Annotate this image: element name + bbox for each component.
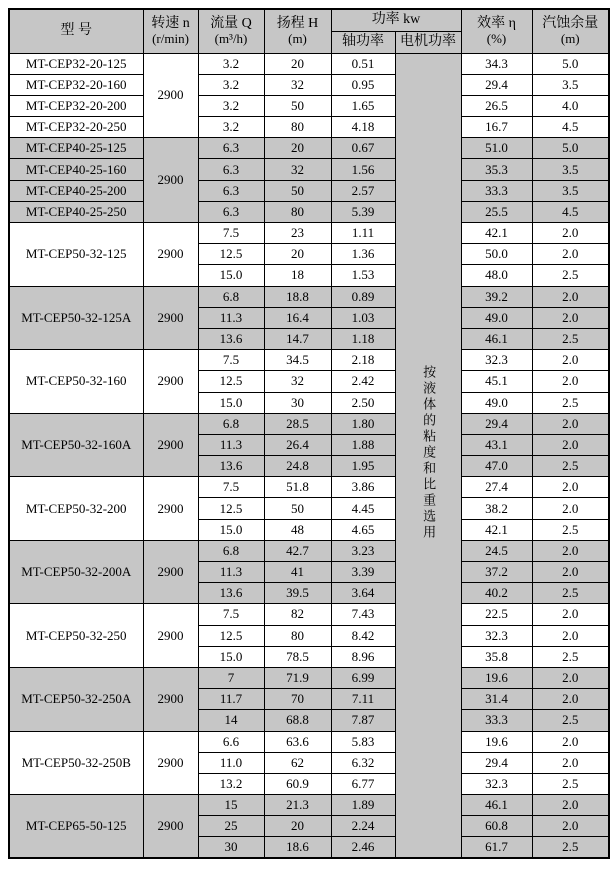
efficiency-label: 效率 η bbox=[477, 15, 516, 31]
head-cell: 60.9 bbox=[264, 773, 331, 794]
model-cell: MT-CEP40-25-125 bbox=[9, 138, 143, 159]
table-row bbox=[9, 477, 609, 498]
head-label: 扬程 H bbox=[276, 15, 319, 31]
head-cell: 18.8 bbox=[264, 286, 331, 307]
efficiency-cell: 24.5 bbox=[461, 540, 532, 561]
shaft-power-cell: 4.18 bbox=[331, 117, 395, 138]
npsh-cell: 2.0 bbox=[532, 795, 609, 816]
speed-cell: 2900 bbox=[143, 795, 198, 859]
efficiency-cell: 48.0 bbox=[461, 265, 532, 286]
table-row bbox=[9, 667, 609, 688]
col-header-power: 功率 kw bbox=[331, 9, 461, 31]
table-row bbox=[9, 201, 609, 222]
model-cell: MT-CEP50-32-200 bbox=[9, 477, 143, 541]
model-cell: MT-CEP50-32-250A bbox=[9, 667, 143, 731]
head-cell: 80 bbox=[264, 201, 331, 222]
head-cell: 63.6 bbox=[264, 731, 331, 752]
npsh-cell: 2.0 bbox=[532, 286, 609, 307]
shaft-power-cell: 1.88 bbox=[331, 434, 395, 455]
motor-power-cell bbox=[395, 53, 461, 858]
shaft-power-cell: 3.39 bbox=[331, 562, 395, 583]
npsh-cell: 2.0 bbox=[532, 731, 609, 752]
shaft-power-cell: 1.89 bbox=[331, 795, 395, 816]
head-cell: 82 bbox=[264, 604, 331, 625]
shaft-power-cell: 3.64 bbox=[331, 583, 395, 604]
efficiency-cell: 34.3 bbox=[461, 53, 532, 74]
head-cell: 32 bbox=[264, 371, 331, 392]
col-header-speed bbox=[143, 9, 198, 53]
npsh-cell: 2.0 bbox=[532, 223, 609, 244]
npsh-cell: 2.5 bbox=[532, 519, 609, 540]
efficiency-cell: 29.4 bbox=[461, 752, 532, 773]
model-cell: MT-CEP32-20-160 bbox=[9, 74, 143, 95]
table-body bbox=[9, 53, 609, 858]
flow-cell: 6.3 bbox=[198, 159, 264, 180]
speed-cell: 2900 bbox=[143, 138, 198, 223]
flow-cell: 13.2 bbox=[198, 773, 264, 794]
npsh-unit: (m) bbox=[560, 30, 580, 46]
model-cell: MT-CEP50-32-160A bbox=[9, 413, 143, 477]
flow-cell: 13.6 bbox=[198, 583, 264, 604]
table-header bbox=[9, 9, 609, 53]
head-cell: 24.8 bbox=[264, 456, 331, 477]
table-row bbox=[9, 159, 609, 180]
model-cell: MT-CEP50-32-160 bbox=[9, 350, 143, 414]
efficiency-cell: 37.2 bbox=[461, 562, 532, 583]
efficiency-unit: (%) bbox=[486, 30, 507, 46]
model-cell: MT-CEP32-20-200 bbox=[9, 95, 143, 116]
table-row bbox=[9, 138, 609, 159]
npsh-cell: 2.0 bbox=[532, 350, 609, 371]
shaft-power-cell: 5.39 bbox=[331, 201, 395, 222]
flow-cell: 11.7 bbox=[198, 689, 264, 710]
head-cell: 41 bbox=[264, 562, 331, 583]
npsh-cell: 2.0 bbox=[532, 434, 609, 455]
efficiency-cell: 38.2 bbox=[461, 498, 532, 519]
efficiency-cell: 32.3 bbox=[461, 625, 532, 646]
flow-cell: 3.2 bbox=[198, 74, 264, 95]
npsh-cell: 2.0 bbox=[532, 413, 609, 434]
shaft-power-cell: 0.89 bbox=[331, 286, 395, 307]
efficiency-cell: 19.6 bbox=[461, 667, 532, 688]
flow-cell: 6.8 bbox=[198, 413, 264, 434]
npsh-cell: 2.0 bbox=[532, 477, 609, 498]
flow-cell: 7 bbox=[198, 667, 264, 688]
pump-spec-table bbox=[8, 8, 610, 859]
efficiency-cell: 35.8 bbox=[461, 646, 532, 667]
flow-cell: 6.3 bbox=[198, 180, 264, 201]
head-cell: 80 bbox=[264, 625, 331, 646]
efficiency-cell: 35.3 bbox=[461, 159, 532, 180]
npsh-cell: 2.0 bbox=[532, 689, 609, 710]
efficiency-cell: 49.0 bbox=[461, 392, 532, 413]
npsh-cell: 2.5 bbox=[532, 710, 609, 731]
flow-cell: 15 bbox=[198, 795, 264, 816]
head-cell: 21.3 bbox=[264, 795, 331, 816]
table-row bbox=[9, 95, 609, 116]
table-row bbox=[9, 180, 609, 201]
shaft-power-cell: 1.18 bbox=[331, 328, 395, 349]
shaft-power-cell: 1.95 bbox=[331, 456, 395, 477]
head-cell: 18.6 bbox=[264, 837, 331, 858]
head-cell: 39.5 bbox=[264, 583, 331, 604]
efficiency-cell: 51.0 bbox=[461, 138, 532, 159]
table-row bbox=[9, 286, 609, 307]
efficiency-cell: 40.2 bbox=[461, 583, 532, 604]
flow-cell: 11.3 bbox=[198, 434, 264, 455]
model-cell: MT-CEP50-32-250 bbox=[9, 604, 143, 668]
shaft-power-cell: 0.51 bbox=[331, 53, 395, 74]
flow-cell: 6.8 bbox=[198, 286, 264, 307]
efficiency-cell: 42.1 bbox=[461, 223, 532, 244]
efficiency-cell: 33.3 bbox=[461, 710, 532, 731]
table-row bbox=[9, 74, 609, 95]
head-cell: 14.7 bbox=[264, 328, 331, 349]
efficiency-cell: 27.4 bbox=[461, 477, 532, 498]
model-cell: MT-CEP32-20-125 bbox=[9, 53, 143, 74]
flow-cell: 30 bbox=[198, 837, 264, 858]
shaft-power-cell: 7.87 bbox=[331, 710, 395, 731]
shaft-power-cell: 2.24 bbox=[331, 816, 395, 837]
npsh-cell: 2.0 bbox=[532, 625, 609, 646]
efficiency-cell: 61.7 bbox=[461, 837, 532, 858]
table-row bbox=[9, 604, 609, 625]
model-cell: MT-CEP40-25-250 bbox=[9, 201, 143, 222]
flow-cell: 12.5 bbox=[198, 498, 264, 519]
flow-cell: 3.2 bbox=[198, 53, 264, 74]
head-cell: 34.5 bbox=[264, 350, 331, 371]
model-cell: MT-CEP40-25-160 bbox=[9, 159, 143, 180]
head-cell: 62 bbox=[264, 752, 331, 773]
head-cell: 20 bbox=[264, 138, 331, 159]
head-cell: 68.8 bbox=[264, 710, 331, 731]
head-cell: 23 bbox=[264, 223, 331, 244]
flow-cell: 13.6 bbox=[198, 456, 264, 477]
shaft-power-cell: 4.45 bbox=[331, 498, 395, 519]
flow-cell: 6.8 bbox=[198, 540, 264, 561]
efficiency-cell: 22.5 bbox=[461, 604, 532, 625]
speed-label: 转速 n bbox=[151, 15, 190, 31]
shaft-power-cell: 6.32 bbox=[331, 752, 395, 773]
npsh-cell: 5.0 bbox=[532, 53, 609, 74]
efficiency-cell: 29.4 bbox=[461, 74, 532, 95]
head-cell: 32 bbox=[264, 159, 331, 180]
table-row bbox=[9, 413, 609, 434]
shaft-power-cell: 8.96 bbox=[331, 646, 395, 667]
efficiency-cell: 32.3 bbox=[461, 350, 532, 371]
head-cell: 71.9 bbox=[264, 667, 331, 688]
shaft-power-cell: 6.77 bbox=[331, 773, 395, 794]
model-cell: MT-CEP40-25-200 bbox=[9, 180, 143, 201]
speed-cell: 2900 bbox=[143, 53, 198, 138]
flow-cell: 3.2 bbox=[198, 95, 264, 116]
col-header-shaft-power: 轴功率 bbox=[331, 31, 395, 53]
shaft-power-cell: 1.65 bbox=[331, 95, 395, 116]
shaft-power-cell: 0.95 bbox=[331, 74, 395, 95]
head-cell: 20 bbox=[264, 244, 331, 265]
speed-cell: 2900 bbox=[143, 477, 198, 541]
speed-cell: 2900 bbox=[143, 667, 198, 731]
npsh-cell: 3.5 bbox=[532, 180, 609, 201]
shaft-power-cell: 2.57 bbox=[331, 180, 395, 201]
table-row bbox=[9, 731, 609, 752]
flow-cell: 15.0 bbox=[198, 646, 264, 667]
col-header-motor-power: 电机功率 bbox=[395, 31, 461, 53]
head-cell: 51.8 bbox=[264, 477, 331, 498]
table-row bbox=[9, 53, 609, 74]
efficiency-cell: 46.1 bbox=[461, 795, 532, 816]
header-row-1 bbox=[9, 9, 609, 31]
npsh-cell: 2.0 bbox=[532, 371, 609, 392]
flow-cell: 6.6 bbox=[198, 731, 264, 752]
flow-cell: 7.5 bbox=[198, 604, 264, 625]
npsh-cell: 2.0 bbox=[532, 604, 609, 625]
head-cell: 78.5 bbox=[264, 646, 331, 667]
head-cell: 48 bbox=[264, 519, 331, 540]
flow-cell: 11.3 bbox=[198, 562, 264, 583]
shaft-power-cell: 1.36 bbox=[331, 244, 395, 265]
efficiency-cell: 43.1 bbox=[461, 434, 532, 455]
head-cell: 26.4 bbox=[264, 434, 331, 455]
table-row bbox=[9, 350, 609, 371]
col-header-flow bbox=[198, 9, 264, 53]
head-cell: 50 bbox=[264, 498, 331, 519]
efficiency-cell: 49.0 bbox=[461, 307, 532, 328]
flow-cell: 15.0 bbox=[198, 265, 264, 286]
shaft-power-cell: 3.23 bbox=[331, 540, 395, 561]
head-cell: 70 bbox=[264, 689, 331, 710]
flow-cell: 25 bbox=[198, 816, 264, 837]
shaft-power-cell: 7.11 bbox=[331, 689, 395, 710]
efficiency-cell: 60.8 bbox=[461, 816, 532, 837]
npsh-cell: 3.5 bbox=[532, 74, 609, 95]
efficiency-cell: 31.4 bbox=[461, 689, 532, 710]
flow-cell: 11.3 bbox=[198, 307, 264, 328]
model-cell: MT-CEP50-32-250B bbox=[9, 731, 143, 795]
flow-cell: 11.0 bbox=[198, 752, 264, 773]
model-cell: MT-CEP50-32-200A bbox=[9, 540, 143, 604]
npsh-cell: 4.0 bbox=[532, 95, 609, 116]
efficiency-cell: 50.0 bbox=[461, 244, 532, 265]
flow-cell: 15.0 bbox=[198, 519, 264, 540]
speed-unit: (r/min) bbox=[152, 30, 189, 46]
flow-cell: 7.5 bbox=[198, 223, 264, 244]
npsh-cell: 2.0 bbox=[532, 540, 609, 561]
col-header-head bbox=[264, 9, 331, 53]
speed-cell: 2900 bbox=[143, 223, 198, 287]
npsh-cell: 2.0 bbox=[532, 307, 609, 328]
efficiency-cell: 32.3 bbox=[461, 773, 532, 794]
head-cell: 18 bbox=[264, 265, 331, 286]
flow-cell: 12.5 bbox=[198, 371, 264, 392]
npsh-cell: 2.5 bbox=[532, 392, 609, 413]
head-cell: 50 bbox=[264, 95, 331, 116]
npsh-cell: 2.5 bbox=[532, 328, 609, 349]
npsh-cell: 2.0 bbox=[532, 816, 609, 837]
shaft-power-cell: 2.50 bbox=[331, 392, 395, 413]
flow-cell: 14 bbox=[198, 710, 264, 731]
efficiency-cell: 25.5 bbox=[461, 201, 532, 222]
table-row bbox=[9, 795, 609, 816]
flow-cell: 7.5 bbox=[198, 477, 264, 498]
npsh-cell: 2.0 bbox=[532, 752, 609, 773]
flow-cell: 13.6 bbox=[198, 328, 264, 349]
col-header-efficiency bbox=[461, 9, 532, 53]
npsh-label: 汽蚀余量 bbox=[542, 15, 599, 31]
efficiency-cell: 29.4 bbox=[461, 413, 532, 434]
model-cell: MT-CEP50-32-125 bbox=[9, 223, 143, 287]
flow-cell: 12.5 bbox=[198, 625, 264, 646]
npsh-cell: 4.5 bbox=[532, 117, 609, 138]
head-cell: 30 bbox=[264, 392, 331, 413]
shaft-power-cell: 2.46 bbox=[331, 837, 395, 858]
flow-cell: 3.2 bbox=[198, 117, 264, 138]
head-cell: 80 bbox=[264, 117, 331, 138]
head-cell: 42.7 bbox=[264, 540, 331, 561]
table-row bbox=[9, 117, 609, 138]
npsh-cell: 2.5 bbox=[532, 646, 609, 667]
shaft-power-cell: 4.65 bbox=[331, 519, 395, 540]
npsh-cell: 2.0 bbox=[532, 498, 609, 519]
head-cell: 20 bbox=[264, 816, 331, 837]
table-row bbox=[9, 223, 609, 244]
npsh-cell: 2.0 bbox=[532, 667, 609, 688]
shaft-power-cell: 1.53 bbox=[331, 265, 395, 286]
npsh-cell: 2.5 bbox=[532, 583, 609, 604]
npsh-cell: 4.5 bbox=[532, 201, 609, 222]
shaft-power-cell: 5.83 bbox=[331, 731, 395, 752]
npsh-cell: 2.5 bbox=[532, 456, 609, 477]
shaft-power-cell: 8.42 bbox=[331, 625, 395, 646]
shaft-power-cell: 2.42 bbox=[331, 371, 395, 392]
efficiency-cell: 16.7 bbox=[461, 117, 532, 138]
shaft-power-cell: 1.56 bbox=[331, 159, 395, 180]
npsh-cell: 2.5 bbox=[532, 265, 609, 286]
shaft-power-cell: 2.18 bbox=[331, 350, 395, 371]
head-cell: 50 bbox=[264, 180, 331, 201]
flow-cell: 7.5 bbox=[198, 350, 264, 371]
speed-cell: 2900 bbox=[143, 540, 198, 604]
shaft-power-cell: 1.03 bbox=[331, 307, 395, 328]
flow-cell: 6.3 bbox=[198, 201, 264, 222]
speed-cell: 2900 bbox=[143, 413, 198, 477]
npsh-cell: 2.0 bbox=[532, 562, 609, 583]
shaft-power-cell: 7.43 bbox=[331, 604, 395, 625]
col-header-model: 型 号 bbox=[9, 9, 143, 53]
head-cell: 20 bbox=[264, 53, 331, 74]
speed-cell: 2900 bbox=[143, 350, 198, 414]
npsh-cell: 2.5 bbox=[532, 773, 609, 794]
flow-unit: (m³/h) bbox=[214, 30, 248, 46]
efficiency-cell: 19.6 bbox=[461, 731, 532, 752]
col-header-npsh bbox=[532, 9, 609, 53]
efficiency-cell: 47.0 bbox=[461, 456, 532, 477]
table-row bbox=[9, 540, 609, 561]
flow-cell: 12.5 bbox=[198, 244, 264, 265]
efficiency-cell: 39.2 bbox=[461, 286, 532, 307]
flow-cell: 15.0 bbox=[198, 392, 264, 413]
flow-cell: 6.3 bbox=[198, 138, 264, 159]
head-cell: 28.5 bbox=[264, 413, 331, 434]
shaft-power-cell: 3.86 bbox=[331, 477, 395, 498]
motor-power-note: 按液体的粘度和比重选用 bbox=[421, 365, 437, 542]
flow-label: 流量 Q bbox=[210, 15, 252, 31]
efficiency-cell: 42.1 bbox=[461, 519, 532, 540]
efficiency-cell: 33.3 bbox=[461, 180, 532, 201]
head-unit: (m) bbox=[288, 30, 307, 46]
model-cell: MT-CEP50-32-125A bbox=[9, 286, 143, 350]
efficiency-cell: 46.1 bbox=[461, 328, 532, 349]
npsh-cell: 2.0 bbox=[532, 244, 609, 265]
shaft-power-cell: 6.99 bbox=[331, 667, 395, 688]
npsh-cell: 2.5 bbox=[532, 837, 609, 858]
speed-cell: 2900 bbox=[143, 604, 198, 668]
head-cell: 32 bbox=[264, 74, 331, 95]
speed-cell: 2900 bbox=[143, 731, 198, 795]
speed-cell: 2900 bbox=[143, 286, 198, 350]
shaft-power-cell: 0.67 bbox=[331, 138, 395, 159]
npsh-cell: 5.0 bbox=[532, 138, 609, 159]
npsh-cell: 3.5 bbox=[532, 159, 609, 180]
efficiency-cell: 45.1 bbox=[461, 371, 532, 392]
shaft-power-cell: 1.11 bbox=[331, 223, 395, 244]
shaft-power-cell: 1.80 bbox=[331, 413, 395, 434]
head-cell: 16.4 bbox=[264, 307, 331, 328]
efficiency-cell: 26.5 bbox=[461, 95, 532, 116]
model-cell: MT-CEP65-50-125 bbox=[9, 795, 143, 859]
model-cell: MT-CEP32-20-250 bbox=[9, 117, 143, 138]
